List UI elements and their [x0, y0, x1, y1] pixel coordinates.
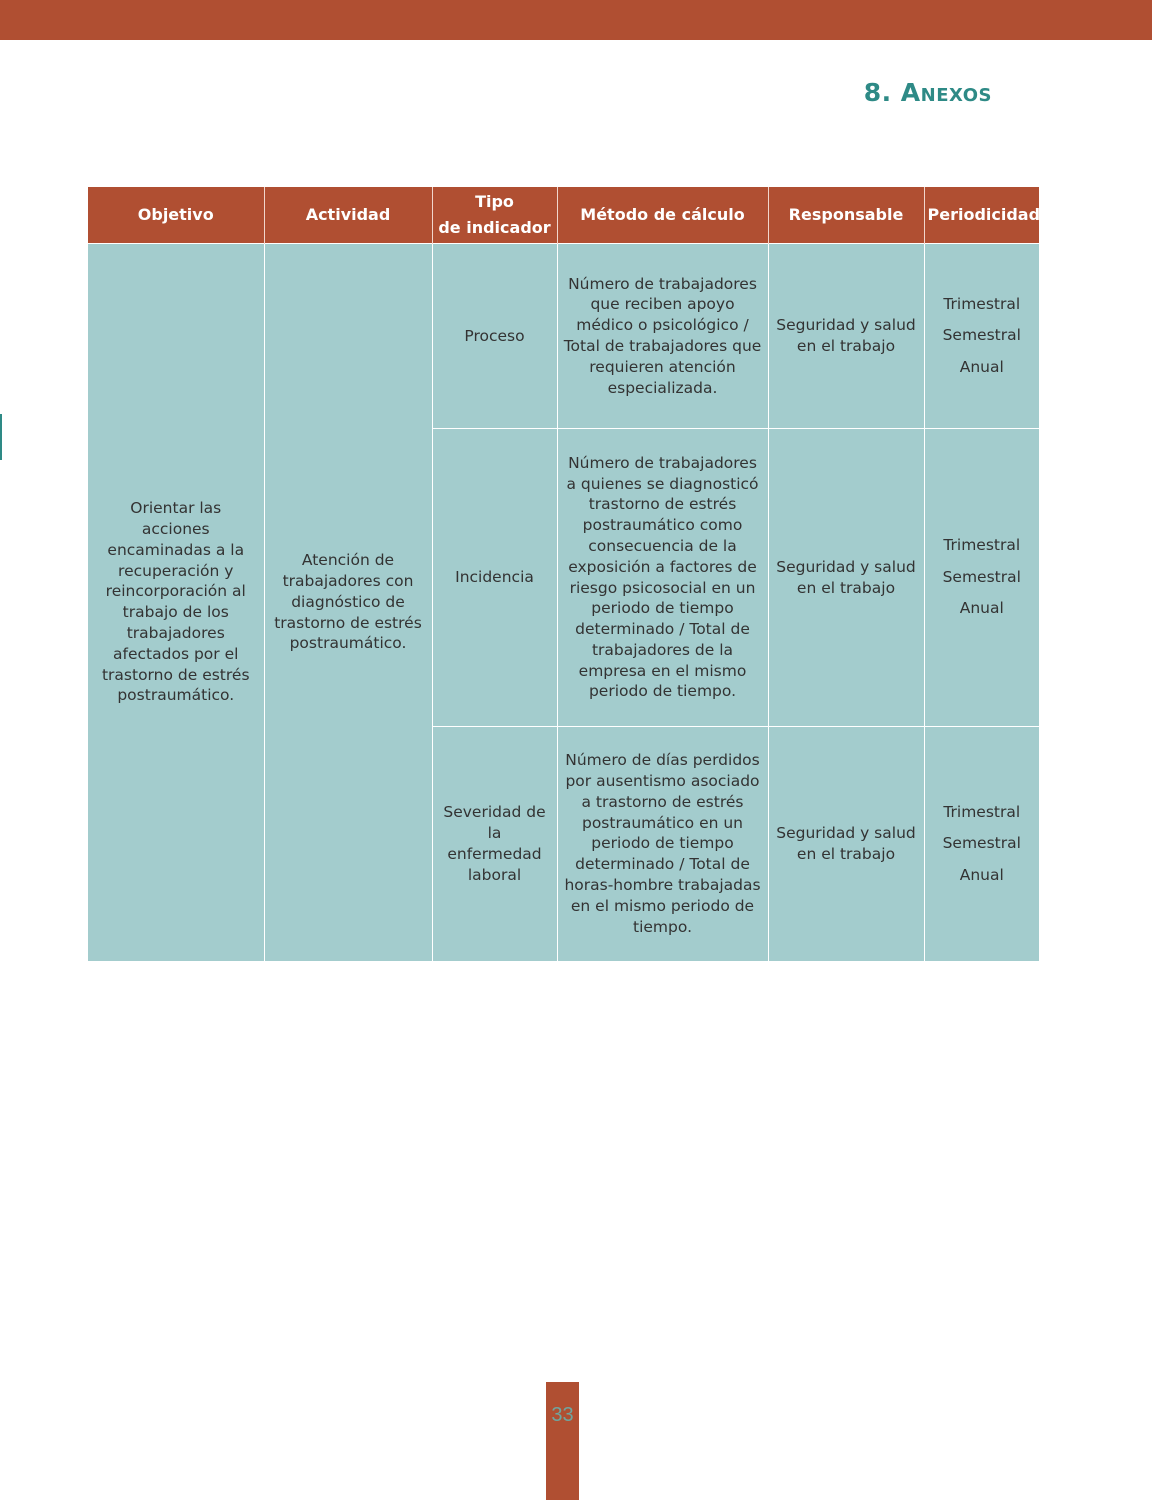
period-item: Semestral	[942, 567, 1021, 586]
side-marker	[0, 414, 2, 460]
header-row	[88, 187, 1039, 244]
periodicidad-cell	[924, 244, 1039, 429]
header-objetivo: Objetivo	[88, 187, 264, 244]
period-item: Trimestral	[943, 536, 1021, 555]
header-metodo: Método de cálculo	[557, 187, 768, 244]
page-number-tab	[546, 1382, 579, 1500]
header-responsable: Responsable	[768, 187, 924, 244]
periodicidad-cell	[924, 429, 1039, 727]
metodo-cell: Número de días perdidos por ausentismo asociado a trastorno de estrés postraumático en un periodo de tiempo determinado / Total de horas-hombre trabajadas en el mismo periodo de tiempo.	[557, 727, 768, 961]
metodo-cell: Número de trabajadores que reciben apoyo médico o psicológico / Total de trabajadores que requieren atención especializada.	[557, 244, 768, 429]
header-tipo-line2: de indicador	[438, 218, 551, 237]
responsable-cell: Seguridad y salud en el trabajo	[768, 244, 924, 429]
header-tipo-line1: Tipo	[475, 192, 514, 212]
section-title: 8. Anexos	[863, 78, 992, 107]
metodo-cell: Número de trabajadores a quienes se diagnosticó trastorno de estrés postraumático como consecuencia de la exposición a factores de riesgo psicosocial en un periodo de tiempo determinado / Total de trabajadores de la empresa en el mismo periodo de tiempo.	[557, 429, 768, 727]
tipo-cell: Severidad de la enfermedad laboral	[432, 727, 557, 961]
period-item: Anual	[959, 865, 1004, 884]
periodicidad-cell	[924, 727, 1039, 961]
actividad-cell: Atención de trabajadores con diagnóstico de trastorno de estrés postraumático.	[264, 244, 432, 961]
objetivo-cell: Orientar las acciones encaminadas a la recuperación y reincorporación al trabajo de los trabajadores afectados por el trastorno de estrés postraumático.	[88, 244, 264, 961]
table-row	[88, 244, 1039, 429]
responsable-cell: Seguridad y salud en el trabajo	[768, 429, 924, 727]
period-item: Anual	[959, 599, 1004, 618]
header-periodicidad: Periodicidad	[924, 187, 1039, 244]
period-item: Trimestral	[943, 294, 1021, 313]
period-item: Semestral	[942, 326, 1021, 345]
page-number: 33	[551, 1404, 574, 1426]
tipo-cell: Proceso	[432, 244, 557, 429]
period-item: Trimestral	[943, 802, 1021, 821]
indicators-table	[88, 187, 1039, 961]
header-tipo-indicador	[432, 187, 557, 244]
header-actividad: Actividad	[264, 187, 432, 244]
period-item: Semestral	[942, 834, 1021, 852]
responsable-cell: Seguridad y salud en el trabajo	[768, 727, 924, 961]
top-banner	[0, 0, 1152, 40]
tipo-cell: Incidencia	[432, 429, 557, 727]
period-item: Anual	[959, 357, 1004, 376]
